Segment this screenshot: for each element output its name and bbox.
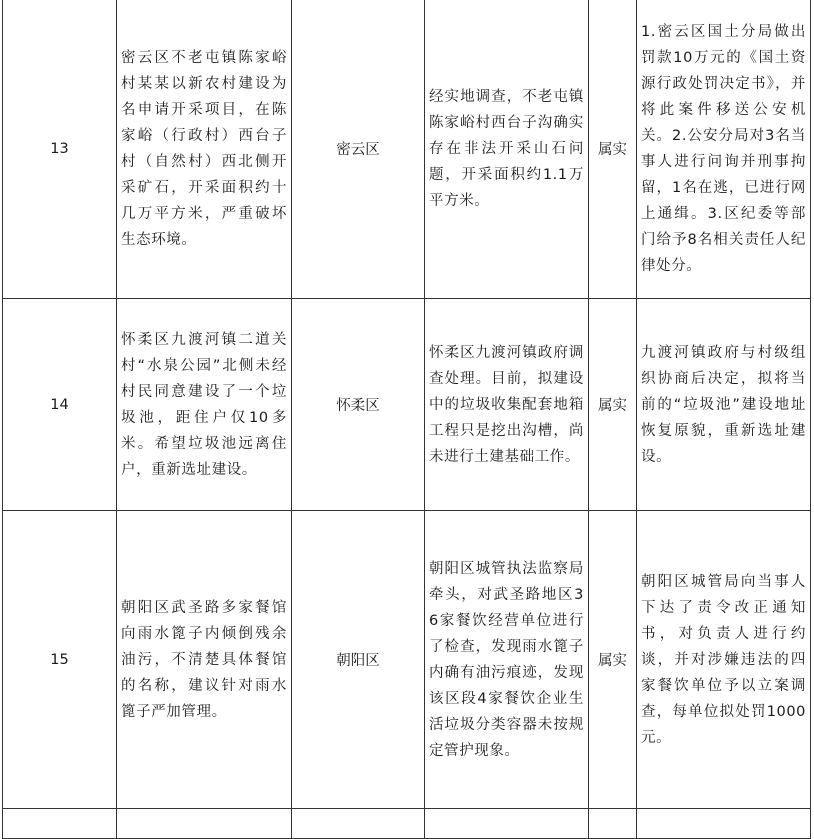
district: 朝阳区 [292, 511, 425, 809]
table-row [3, 511, 811, 809]
table-row [3, 299, 811, 511]
complaint-text: 密云区不老屯镇陈家峪村某某以新农村建设为名申请开采项目，在陈家峪（行政村）西台子村（自然村）西北侧开采矿石，开采面积约十几万平方米，严重破坏生态环境。 [121, 49, 287, 248]
row-number: 14 [3, 299, 117, 511]
row-number: 15 [3, 511, 117, 809]
investigation-text: 经实地调查，不老屯镇陈家峪村西台子沟确实存在非法开采山石问题，开采面积约1.1万平方米。 [429, 88, 584, 209]
district: 密云区 [292, 0, 425, 299]
complaint-text: 怀柔区九渡河镇二道关村“水泉公园”北侧未经村民同意建设了一个垃圾池，距住户仅10多米。希望垃圾池远离住户，重新选址建设。 [121, 331, 287, 478]
complaint-text: 朝阳区武圣路多家餐馆向雨水篦子内倾倒残余油污，不清楚具体餐馆的名称，建议针对雨水篦子严加管理。 [121, 599, 287, 720]
investigation-text: 朝阳区城管执法监察局牵头，对武圣路地区36家餐饮经营单位进行了检查，发现雨水篦子内确有油污痕迹，发现该区段4家餐饮企业生活垃圾分类容器未按规定管护现象。 [429, 560, 584, 759]
handling-text: 1.密云区国土分局做出罚款10万元的《国土资源行政处罚决定书》，并将此案件移送公安机关。2.公安分局对3名当事人进行问询并刑事拘留，1名在逃，已进行网上通缉。3.区纪委等部门给予8名相关责任人纪律处分。 [641, 23, 806, 274]
verdict: 属实 [589, 0, 637, 299]
row-number: 13 [3, 0, 117, 299]
investigation-text: 怀柔区九渡河镇政府调查处理。目前，拟建设中的垃圾收集配套地箱工程只是挖出沟槽，尚未进行土建基础工作。 [429, 344, 584, 465]
verdict: 属实 [589, 299, 637, 511]
table-row-partial [3, 809, 811, 839]
verdict: 属实 [589, 511, 637, 809]
case-table [2, 0, 811, 839]
handling-text: 九渡河镇政府与村级组织协商后决定，拟将当前的“垃圾池”建设地址恢复原貌，重新选址建设。 [641, 344, 806, 465]
table-row [3, 0, 811, 299]
handling-text: 朝阳区城管局向当事人下达了责令改正通知书，对负责人进行约谈，并对涉嫌违法的四家餐饮单位予以立案调查，每单位拟处罚1000元。 [641, 573, 806, 746]
district: 怀柔区 [292, 299, 425, 511]
